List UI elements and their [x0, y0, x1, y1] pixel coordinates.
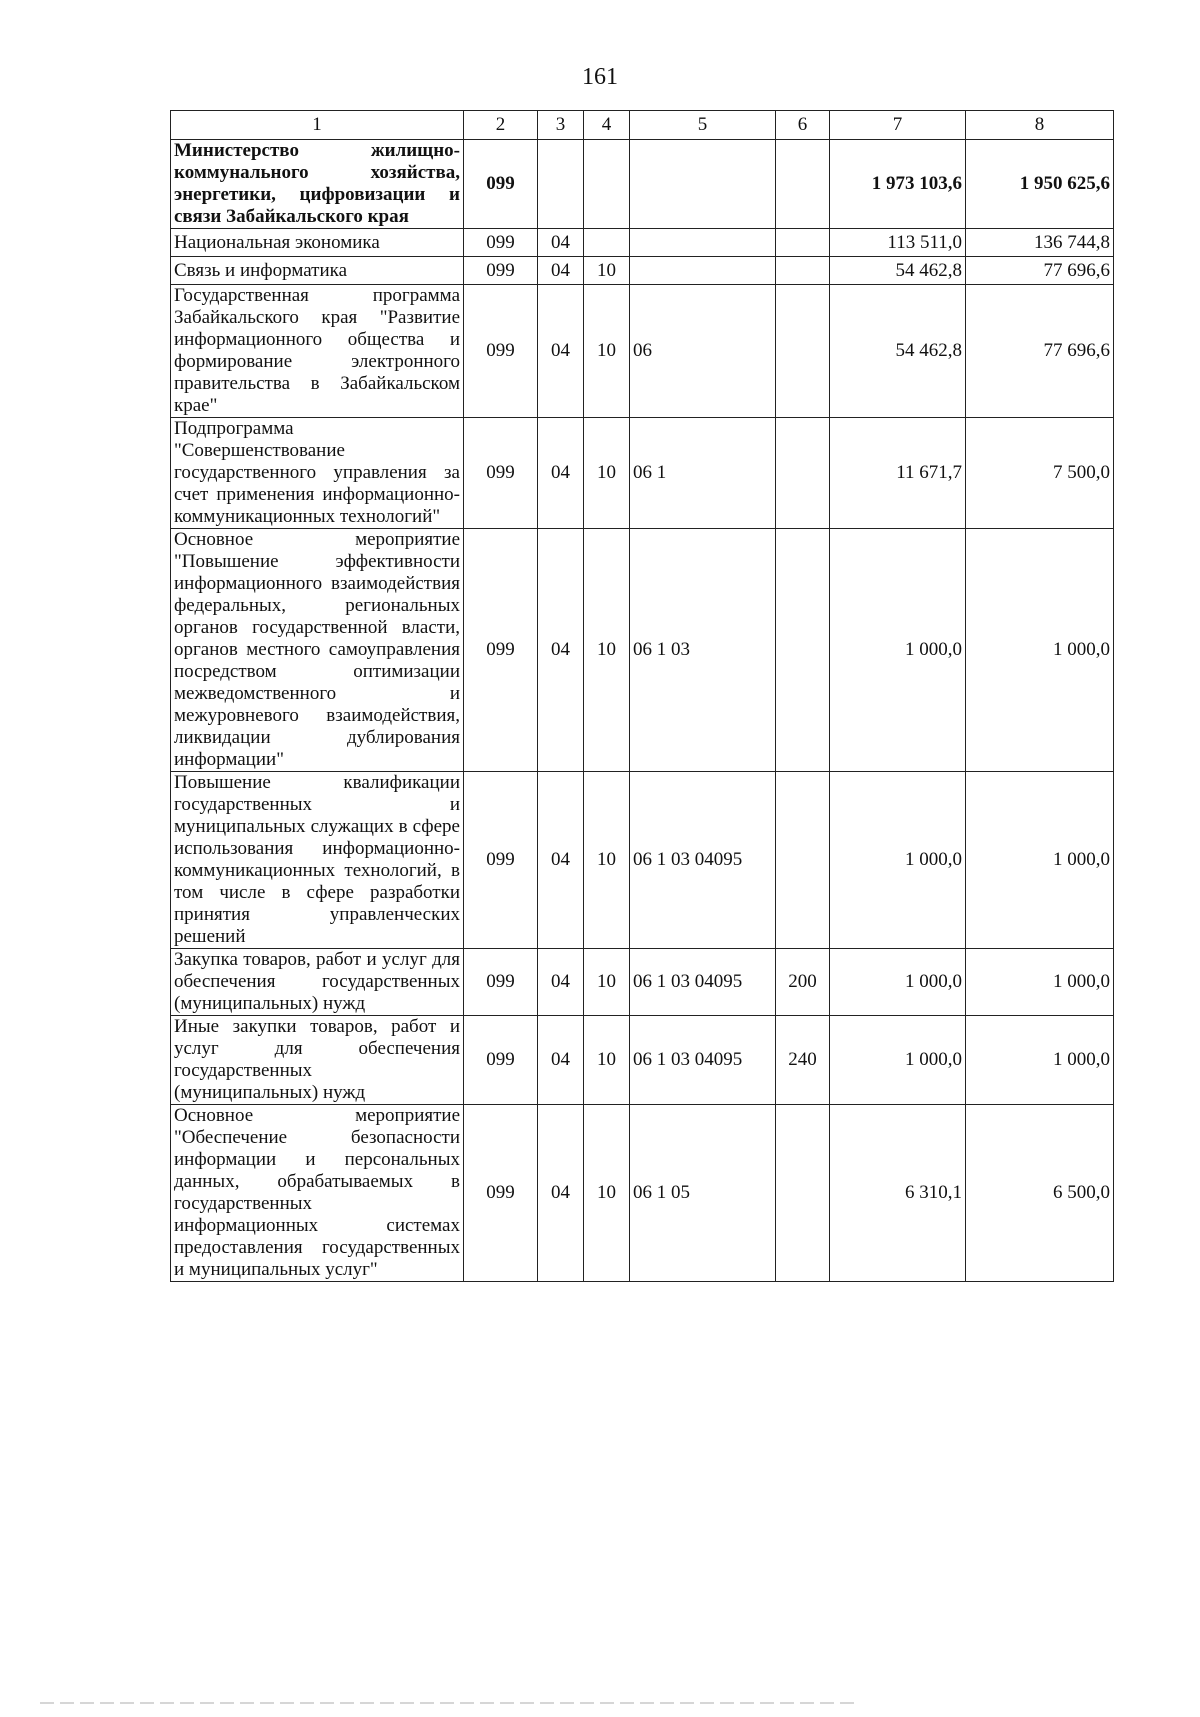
table-row-ministry — [171, 140, 1114, 229]
cell-col2: 099 — [464, 229, 538, 257]
cell-col5: 06 1 03 04095 — [630, 1016, 776, 1105]
cell-col5: 06 1 03 04095 — [630, 772, 776, 949]
cell-col4: 10 — [584, 418, 630, 529]
cell-col3 — [538, 140, 584, 229]
row-name: Повышение квалификации государственных и муниципальных служащих в сфере использования информационно-коммуникационных технологий, в том числе в сфере разработки принятия управленческих решений — [171, 772, 464, 949]
header-cell: 2 — [464, 111, 538, 140]
table-row — [171, 1016, 1114, 1105]
cell-col2: 099 — [464, 285, 538, 418]
table-row — [171, 1105, 1114, 1282]
cell-col6: 200 — [776, 949, 830, 1016]
header-cell: 5 — [630, 111, 776, 140]
table-row — [171, 772, 1114, 949]
cell-col4: 10 — [584, 257, 630, 285]
cell-col5 — [630, 257, 776, 285]
cell-col3: 04 — [538, 1105, 584, 1282]
cell-col6 — [776, 772, 830, 949]
cell-col4: 10 — [584, 772, 630, 949]
table-row — [171, 529, 1114, 772]
row-name: Государственная программа Забайкальского края "Развитие информационного общества и формирование электронного правительства в Забайкальском крае" — [171, 285, 464, 418]
budget-table — [170, 110, 1114, 1282]
cell-col7: 1 973 103,6 — [830, 140, 966, 229]
cell-col2: 099 — [464, 529, 538, 772]
table-row — [171, 229, 1114, 257]
cell-col7: 1 000,0 — [830, 772, 966, 949]
table-row — [171, 949, 1114, 1016]
row-name: Закупка товаров, работ и услуг для обеспечения государственных (муниципальных) нужд — [171, 949, 464, 1016]
row-name: Основное мероприятие "Обеспечение безопасности информации и персональных данных, обрабатываемых в государственных информационных системах предоставления государственных и муниципальных услуг" — [171, 1105, 464, 1282]
cell-col8: 136 744,8 — [966, 229, 1114, 257]
cell-col2: 099 — [464, 772, 538, 949]
cell-col6 — [776, 285, 830, 418]
header-cell: 6 — [776, 111, 830, 140]
cell-col6 — [776, 418, 830, 529]
cell-col8: 1 000,0 — [966, 772, 1114, 949]
cell-col3: 04 — [538, 529, 584, 772]
cell-col3: 04 — [538, 1016, 584, 1105]
cell-col5: 06 1 03 04095 — [630, 949, 776, 1016]
cell-col3: 04 — [538, 257, 584, 285]
cell-col7: 54 462,8 — [830, 257, 966, 285]
cell-col2: 099 — [464, 949, 538, 1016]
cell-col7: 1 000,0 — [830, 949, 966, 1016]
cell-col4 — [584, 140, 630, 229]
cell-col6 — [776, 1105, 830, 1282]
row-name: Министерство жилищно-коммунального хозяйства, энергетики, цифровизации и связи Забайкальского края — [171, 140, 464, 229]
header-cell: 1 — [171, 111, 464, 140]
cell-col8: 6 500,0 — [966, 1105, 1114, 1282]
cell-col5: 06 1 — [630, 418, 776, 529]
cell-col3: 04 — [538, 285, 584, 418]
cell-col4: 10 — [584, 285, 630, 418]
cell-col2: 099 — [464, 257, 538, 285]
cell-col8: 7 500,0 — [966, 418, 1114, 529]
cell-col6 — [776, 229, 830, 257]
table-row — [171, 418, 1114, 529]
cell-col3: 04 — [538, 418, 584, 529]
row-name: Иные закупки товаров, работ и услуг для обеспечения государственных (муниципальных) нужд — [171, 1016, 464, 1105]
table-row — [171, 257, 1114, 285]
header-row — [171, 111, 1114, 140]
cell-col7: 54 462,8 — [830, 285, 966, 418]
header-cell: 8 — [966, 111, 1114, 140]
cell-col5: 06 — [630, 285, 776, 418]
cell-col6 — [776, 529, 830, 772]
cell-col3: 04 — [538, 949, 584, 1016]
cell-col8: 1 950 625,6 — [966, 140, 1114, 229]
cell-col8: 1 000,0 — [966, 949, 1114, 1016]
row-name: Связь и информатика — [171, 257, 464, 285]
header-cell: 4 — [584, 111, 630, 140]
cell-col2: 099 — [464, 140, 538, 229]
cell-col4: 10 — [584, 1016, 630, 1105]
cell-col5: 06 1 05 — [630, 1105, 776, 1282]
scan-artifact-line — [40, 1702, 860, 1704]
cell-col3: 04 — [538, 229, 584, 257]
cell-col4 — [584, 229, 630, 257]
cell-col2: 099 — [464, 1105, 538, 1282]
page-number: 161 — [582, 64, 618, 90]
cell-col6 — [776, 140, 830, 229]
cell-col8: 1 000,0 — [966, 1016, 1114, 1105]
row-name: Национальная экономика — [171, 229, 464, 257]
cell-col7: 11 671,7 — [830, 418, 966, 529]
cell-col5: 06 1 03 — [630, 529, 776, 772]
table-row — [171, 285, 1114, 418]
cell-col4: 10 — [584, 1105, 630, 1282]
row-name: Подпрограмма "Совершенствование государственного управления за счет применения информационно-коммуникационных технологий" — [171, 418, 464, 529]
cell-col4: 10 — [584, 949, 630, 1016]
cell-col7: 113 511,0 — [830, 229, 966, 257]
cell-col8: 77 696,6 — [966, 285, 1114, 418]
cell-col7: 1 000,0 — [830, 1016, 966, 1105]
header-cell: 3 — [538, 111, 584, 140]
cell-col2: 099 — [464, 418, 538, 529]
cell-col6 — [776, 257, 830, 285]
cell-col5 — [630, 229, 776, 257]
header-cell: 7 — [830, 111, 966, 140]
cell-col2: 099 — [464, 1016, 538, 1105]
cell-col8: 1 000,0 — [966, 529, 1114, 772]
cell-col8: 77 696,6 — [966, 257, 1114, 285]
cell-col4: 10 — [584, 529, 630, 772]
cell-col5 — [630, 140, 776, 229]
cell-col7: 1 000,0 — [830, 529, 966, 772]
row-name: Основное мероприятие "Повышение эффективности информационного взаимодействия федеральных, региональных органов государственной власти, органов местного самоуправления посредством оптимизации межведомственного и межуровневого взаимодействия, ликвидации дублирования информации" — [171, 529, 464, 772]
cell-col6: 240 — [776, 1016, 830, 1105]
cell-col3: 04 — [538, 772, 584, 949]
cell-col7: 6 310,1 — [830, 1105, 966, 1282]
